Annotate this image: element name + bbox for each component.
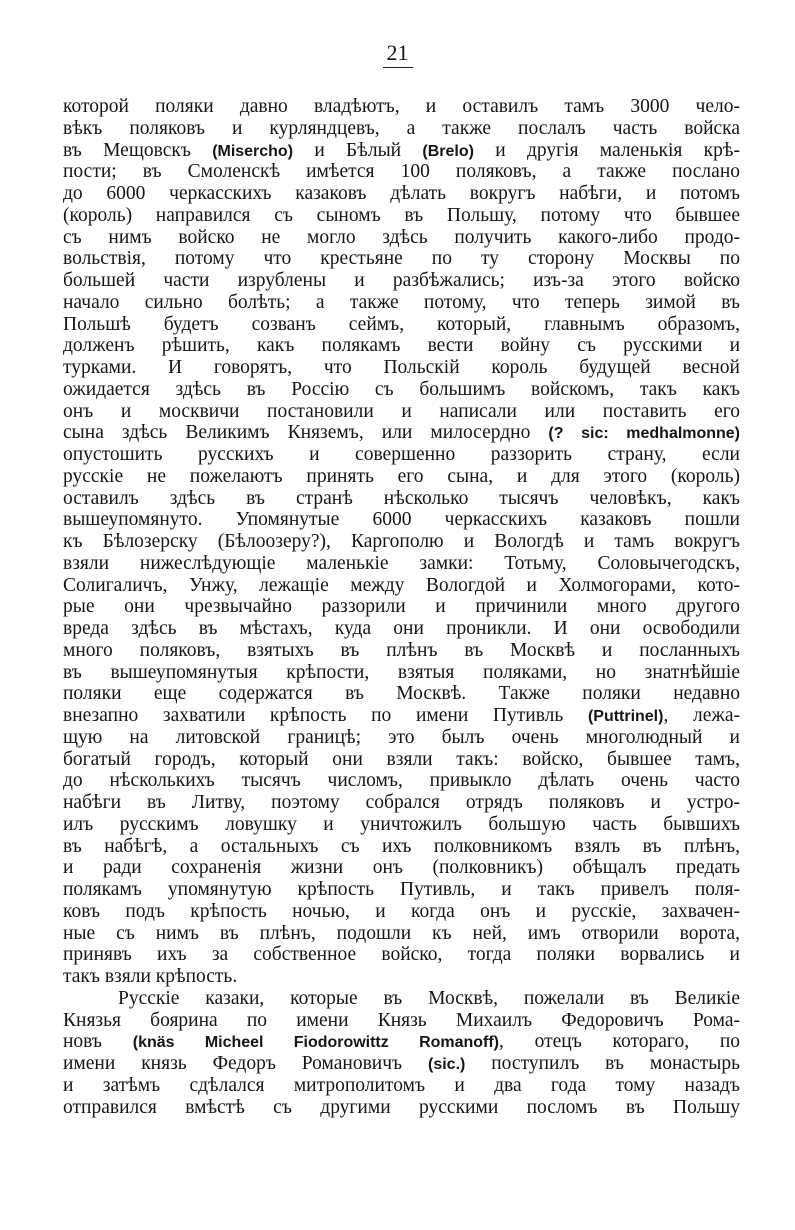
text-line: русскіе не пожелаютъ принять его сына, и для этого (король) — [63, 465, 740, 487]
text-line: долженъ рѣшить, какъ полякамъ вести войну съ русскими и — [63, 335, 740, 357]
text-line: щую на литовской границѣ; это былъ очень многолюдный и — [63, 726, 740, 748]
text-line: съ нимъ войско не могло здѣсь получить какого-либо продо- — [63, 226, 740, 248]
text-line: (король) направился съ сыномъ въ Польшу, потому что бывшее — [63, 204, 740, 226]
text-line: взяли нижеслѣдующіе маленькіе замки: Тотьму, Соловычегодскъ, — [63, 552, 740, 574]
text-line: сына здѣсь Великимъ Княземъ, или милосердно (? sic: medhalmonne) — [63, 422, 740, 444]
text-line: ковъ подъ крѣпость ночью, и когда онъ и русскіе, захвачен- — [63, 900, 740, 922]
text-line: которой поляки давно владѣютъ, и оставилъ тамъ 3000 чело- — [63, 96, 740, 117]
text-line: онъ и москвичи постановили и написали или поставить его — [63, 400, 740, 422]
latin-gloss: (Misercho) — [212, 142, 294, 160]
text-line: въ Мещовскъ (Misercho) и Бѣлый (Brelo) и другія маленькія крѣ- — [63, 139, 740, 161]
text-line: къ Бѣлозерску (Бѣлоозеру?), Каргополю и Вологдѣ и тамъ вокругъ — [63, 531, 740, 552]
text-line: такъ взяли крѣпость. — [63, 966, 238, 987]
text-line: набѣги въ Литву, поэтому собрался отрядъ поляковъ и устро- — [63, 792, 740, 813]
text-line: вышеупомянуто. Упомянутые 6000 черкасскихъ казаковъ пошли — [63, 509, 740, 531]
text-line: ные съ нимъ въ плѣнъ, подошли къ ней, имъ отворили ворота, — [63, 922, 740, 944]
latin-gloss: (Puttrinel) — [587, 708, 664, 725]
text-line: имени князь Федоръ Романовичъ (sic.) поступилъ въ монастырь — [63, 1053, 740, 1074]
text-line: въ вышеупомянутыя крѣпости, взятыя поляками, но знатнѣйшіе — [63, 661, 740, 683]
page-number — [0, 40, 795, 68]
paragraph — [63, 96, 740, 988]
text-line: до 6000 черкасскихъ казаковъ дѣлать вокругъ набѣги, и потомъ — [63, 183, 740, 204]
text-line: вѣкъ поляковъ и курляндцевъ, а также послалъ часть войска — [63, 117, 740, 139]
text-line: богатый городъ, который они взяли такъ: войско, бывшее тамъ, — [63, 748, 740, 770]
paragraph — [63, 988, 740, 1119]
latin-gloss: (? sic: medhalmonne) — [548, 425, 740, 443]
text-line: поляки еще содержатся въ Москвѣ. Также поляки недавно — [63, 683, 740, 705]
text-line: отправился вмѣстѣ съ другими русскими посломъ въ Польшу — [63, 1096, 740, 1118]
text-line: рые они чрезвычайно раззорили и причинили много другого — [63, 596, 740, 618]
text-line: и затѣмъ сдѣлался митрополитомъ и два года тому назадъ — [63, 1074, 740, 1096]
text-line: много поляковъ, взятыхъ въ плѣнъ въ Москвѣ и посланныхъ — [63, 639, 740, 661]
text-line: и ради сохраненія жизни онъ (полковникъ) обѣщалъ предать — [63, 857, 740, 879]
text-line: опустошить русскихъ и совершенно раззорить страну, если — [63, 444, 740, 465]
text-line: большей части изрублены и разбѣжались; изъ-за этого войско — [63, 270, 740, 291]
latin-gloss: (Brelo) — [422, 142, 474, 160]
latin-gloss: (sic.) — [428, 1056, 466, 1073]
text-line: Солигаличъ, Унжу, лежащіе между Вологдой и Холмогорами, кото- — [63, 574, 740, 596]
page-number-text: 21 — [383, 40, 413, 68]
text-line: Князья боярина по имени Князь Михаилъ Федоровичъ Рома- — [63, 1009, 740, 1031]
text-line: въ набѣгѣ, а остальныхъ съ ихъ полковникомъ взялъ въ плѣнъ, — [63, 835, 740, 857]
text-line: ожидается здѣсь въ Россію съ большимъ войскомъ, такъ какъ — [63, 378, 740, 400]
text-line: полякамъ упомянутую крѣпость Путивль, и такъ привелъ поля- — [63, 879, 740, 900]
text-line: турками. И говорятъ, что Польскій король будущей весной — [63, 357, 740, 378]
text-line: вольствія, потому что крестьяне по ту сторону Москвы по — [63, 248, 740, 270]
text-line: пости; въ Смоленскѣ имѣется 100 поляковъ, а также послано — [63, 161, 740, 183]
text-line: илъ русскимъ ловушку и уничтожилъ большую часть бывшихъ — [63, 813, 740, 835]
text-line: оставилъ здѣсь въ странѣ нѣсколько тысячъ человѣкъ, какъ — [63, 487, 740, 509]
text-line: вреда здѣсь въ мѣстахъ, куда они проникли. И они освободили — [63, 618, 740, 639]
text-line: до нѣсколькихъ тысячъ числомъ, привыкло дѣлать очень часто — [63, 770, 740, 792]
text-line: Русскіе казаки, которые въ Москвѣ, пожелали въ Великіе — [118, 987, 740, 1009]
text-line: новъ (knäs Micheel Fiodorowittz Romanoff), отецъ котораго, по — [63, 1031, 740, 1053]
text-line: начало сильно болѣть; а также потому, что теперь зимой въ — [63, 291, 740, 313]
latin-gloss: (knäs Micheel Fiodorowittz Romanoff) — [132, 1034, 499, 1052]
text-line: Польшѣ будетъ созванъ сеймъ, который, главнымъ образомъ, — [63, 313, 740, 335]
text-block — [63, 96, 740, 1118]
text-line: внезапно захватили крѣпость по имени Путивль (Puttrinel), лежа- — [63, 705, 740, 726]
text-line: принявъ ихъ за собственное войско, тогда поляки ворвались и — [63, 944, 740, 966]
